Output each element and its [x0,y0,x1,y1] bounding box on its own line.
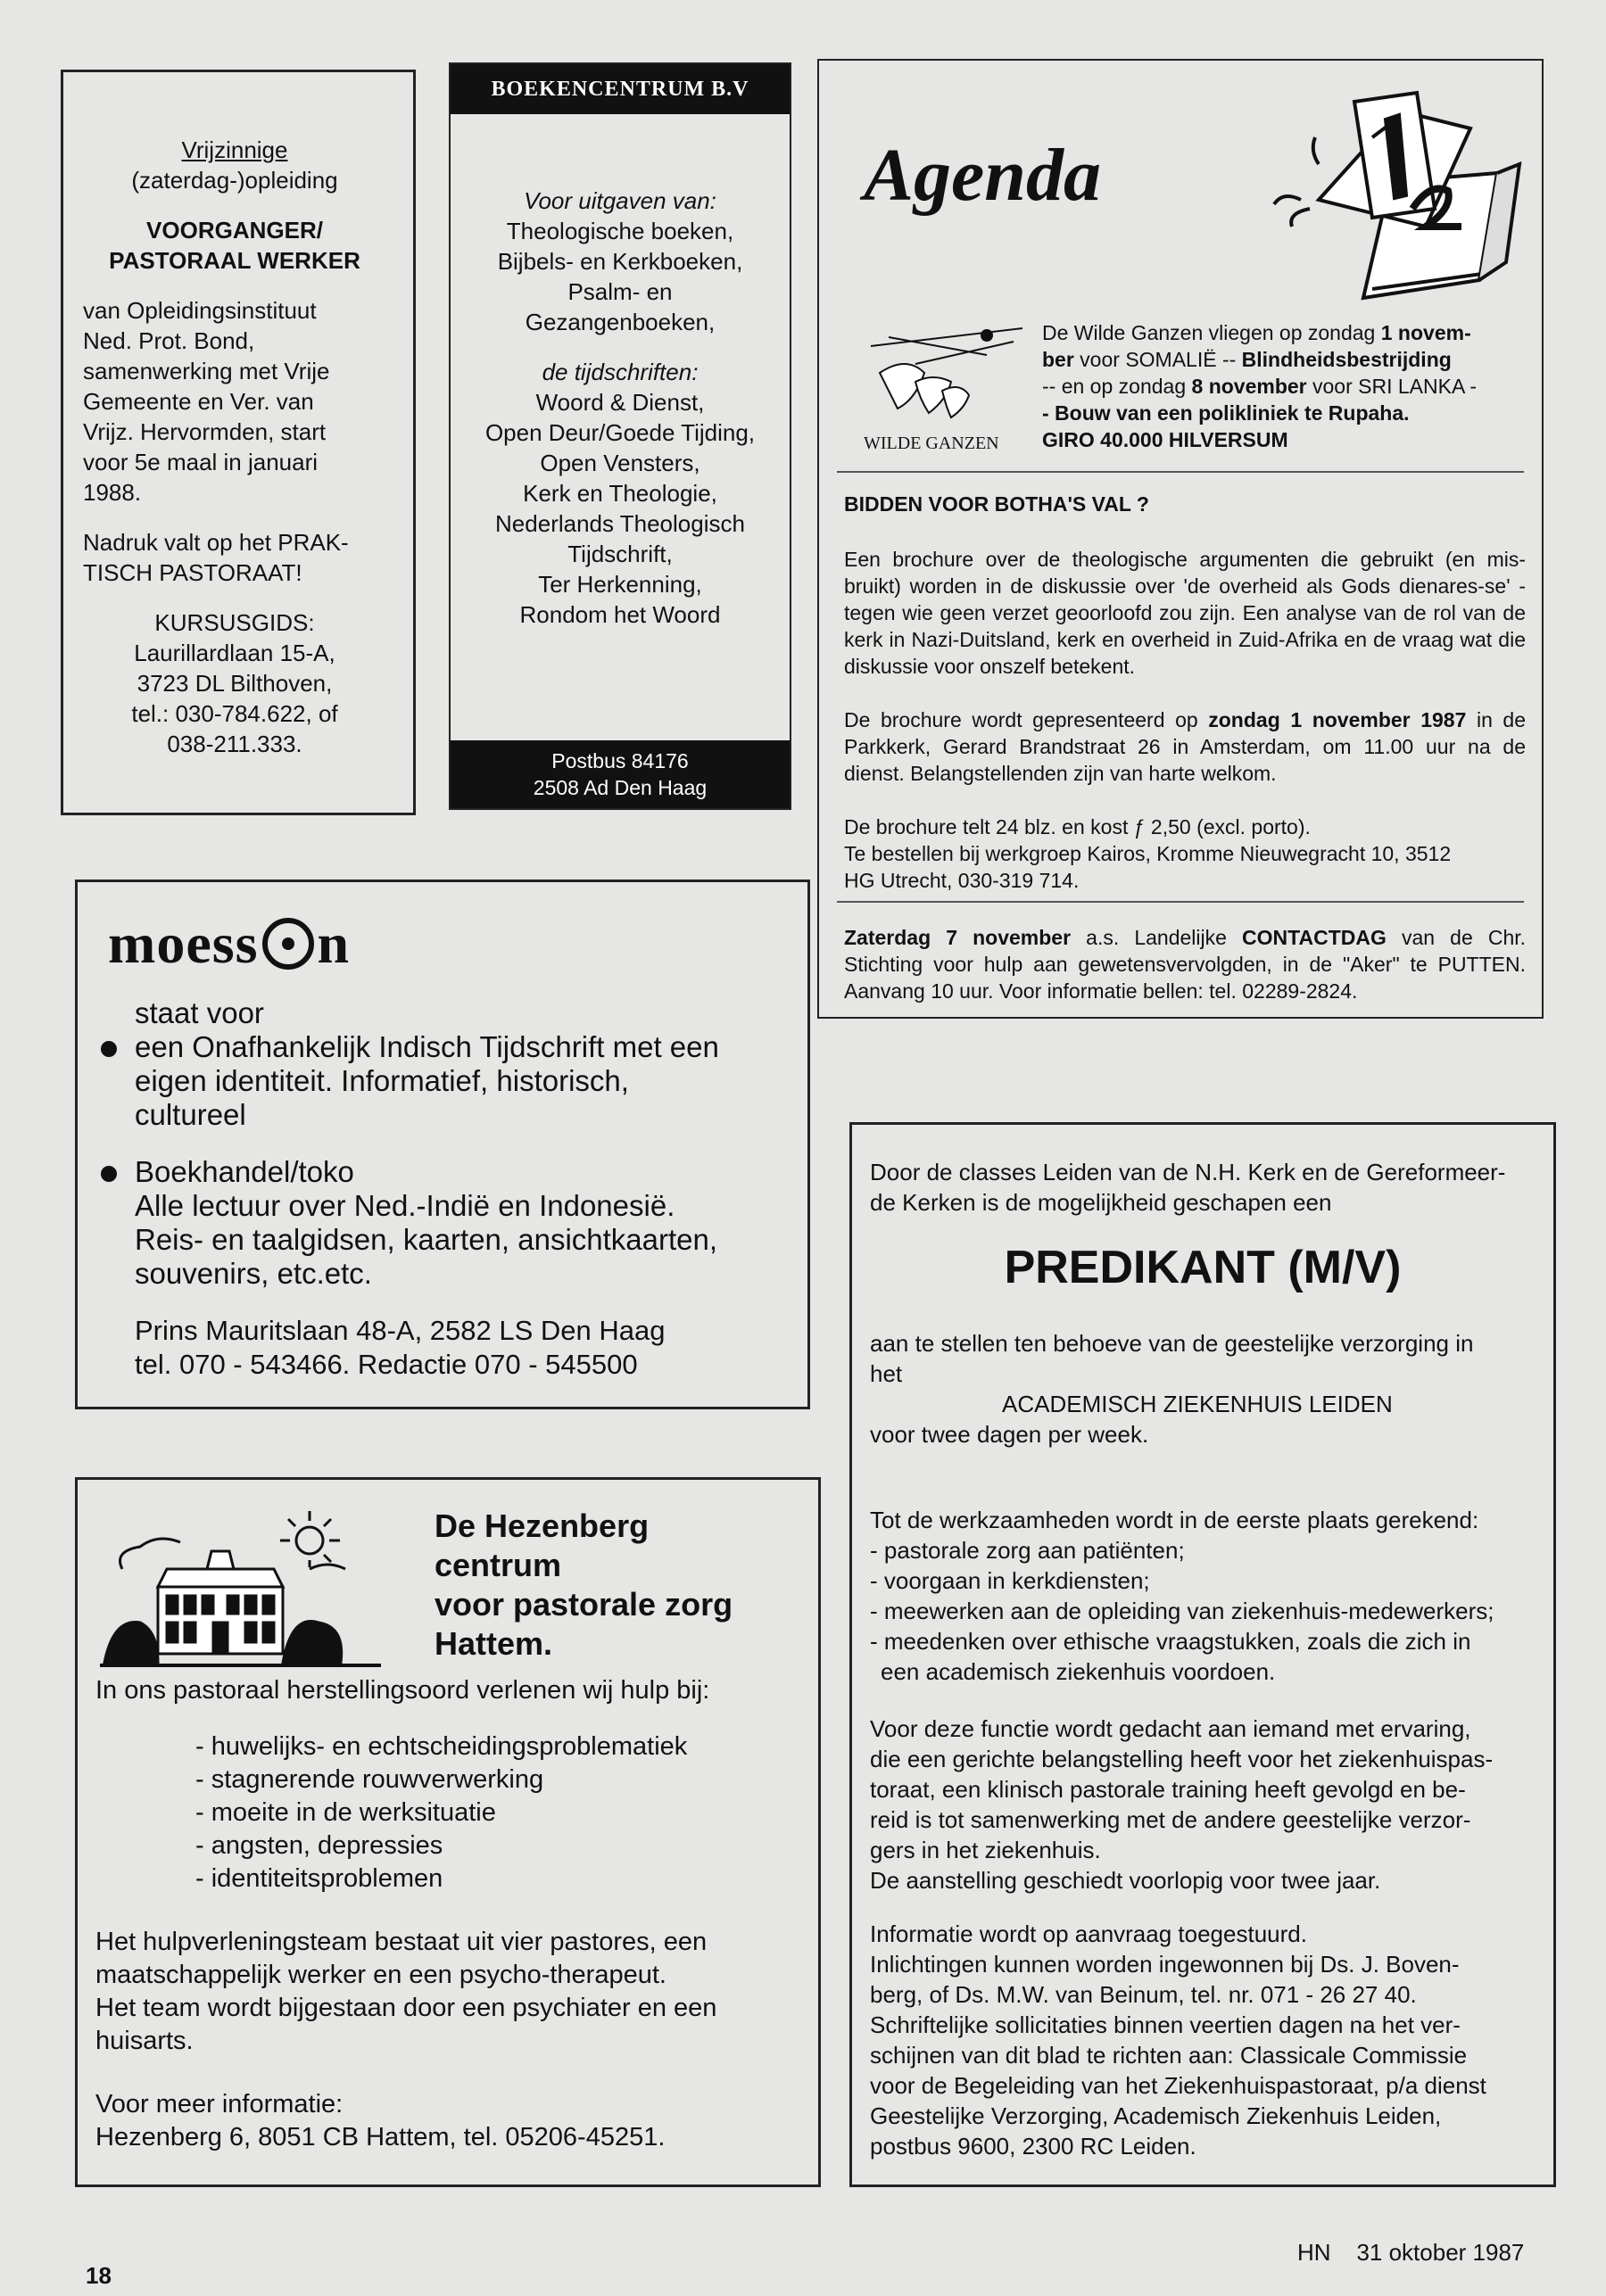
ad-line: Open Vensters, [540,450,700,476]
contact-line: Inlichtingen kunnen worden ingewonnen bij Ds. J. Boven- [870,1951,1460,1978]
intro-line: Door de classes Leiden van de N.H. Kerk en de Gereformeer- [870,1159,1506,1185]
agenda-line: GIRO 40.000 HILVERSUM [1042,428,1288,451]
logo-text: n [317,912,351,975]
ad-contact: tel.: 030-784.622, of [131,700,338,727]
contactdag-date: Zaterdag 7 november [844,926,1072,949]
bidden-paragraph [844,706,1526,787]
contact-line: Geestelijke Verzorging, Academisch Ziekenhuis Leiden, [870,2102,1442,2129]
moesson-o-icon [261,916,316,971]
info-line: Voor meer informatie: [95,2090,344,2118]
contact-line: berg, of Ds. M.W. van Beinum, tel. nr. 071 - 26 27 40. [870,1981,1417,2008]
wilde-ganzen-logo [853,319,1031,426]
contact-line: schijnen van dit blad te richten aan: Classicale Commissie [870,2042,1468,2069]
team-line: huisarts. [95,2027,194,2055]
bidden-order [844,814,1526,894]
body-line: voor twee dagen per week. [870,1421,1149,1448]
ad-footer-line: 2508 Ad Den Haag [533,776,708,799]
bidden-p2c: in de Parkkerk, Gerard Brandstraat 26 in Amsterdam, om 11.00 uur na de dienst. Belangstellenden zijn van harte welkom. [844,708,1527,785]
agenda-box [817,59,1544,1019]
list-item: - identiteitsproblemen [195,1864,443,1893]
ad-line: Theologische boeken, [506,218,734,244]
bidden-order-line: Te bestellen bij werkgroep Kairos, Kromme Nieuwegracht 10, 3512 [844,842,1452,865]
ad-body-line: voor 5e maal in januari [83,449,319,475]
address-line: Prins Mauritslaan 48-A, 2582 LS Den Haag [135,1315,666,1346]
ad-contact: Laurillardlaan 15-A, [134,640,335,666]
ad-line: Psalm- en [567,278,673,305]
ad-hezenberg [75,1477,821,2187]
divider [837,901,1524,903]
ad-contact: 038-211.333. [167,731,302,757]
list-line: een Onafhankelijk Indisch Tijdschrift met een [135,1030,719,1063]
bullet-icon [101,1166,117,1182]
ad-subheading: de tijdschriften: [542,359,699,385]
ad-body-line: samenwerking met Vrije [83,358,330,384]
task-item: - meedenken over ethische vraagstukken, zoals die zich in [870,1628,1471,1655]
list-item: - angsten, depressies [195,1831,443,1860]
team-line: Het team wordt bijgestaan door een psychiater en een [95,1994,717,2022]
ad-line: Open Deur/Goede Tijding, [484,419,756,446]
ad-title: VOORGANGER/ [146,217,323,244]
task-item: een academisch ziekenhuis voordoen. [881,1658,1276,1685]
profile-line: De aanstelling geschiedt voorlopig voor twee jaar. [870,1867,1381,1894]
ad-emphasis: Nadruk valt op het PRAK- [83,529,349,556]
agenda-line: ber voor SOMALIË -- Blindheidsbestrijding [1042,348,1452,371]
ad-line: Nederlands Theologisch [495,510,745,537]
bidden-title: BIDDEN VOOR BOTHA'S VAL ? [844,492,1149,516]
ad-header: BOEKENCENTRUM B.V [451,64,790,114]
body-line: het [870,1360,903,1387]
bidden-p2a: De brochure wordt gepresenteerd op [844,708,1198,731]
bidden-date: zondag 1 november 1987 [1208,708,1467,731]
ad-boekencentrum [449,62,791,810]
bidden-order-line: De brochure telt 24 blz. en kost ƒ 2,50 (excl. porto). [844,815,1311,838]
bidden-paragraph: Een brochure over de theologische argumenten die gebruikt (en mis-bruikt) worden in de diskussie over 'de overheid als Gods dienares-se' - tegen wie geen verzet geoorloofd zou zijn. Een analyse van de rol van de kerk in Nazi-Duitsland, kerk en overheid in Zuid-Afrika en de vraag wat die diskussie voor onszelf betekent. [844,548,1526,678]
predikant-headline: PREDIKANT (M/V) [1004,1242,1402,1293]
title-line: De Hezenberg [435,1507,650,1544]
list-item: - huwelijks- en echtscheidingsproblematiek [195,1732,688,1761]
wilde-ganzen-label: WILDE GANZEN [864,434,999,453]
ad-body-line: Ned. Prot. Bond, [83,327,255,354]
profile-line: die een gerichte belangstelling heeft voor het ziekenhuispas- [870,1746,1494,1772]
hospital-name: ACADEMISCH ZIEKENHUIS LEIDEN [1002,1391,1393,1417]
ad-line: Kerk en Theologie, [523,480,717,507]
intro-line: de Kerken is de mogelijkheid geschapen een [870,1189,1332,1216]
title-line: voor pastorale zorg [435,1586,733,1623]
ad-moesson [75,880,810,1409]
list-line: eigen identiteit. Informatief, historisch, [135,1064,629,1097]
team-line: maatschappelijk werker en een psycho-therapeut. [95,1961,666,1989]
house-illustration [95,1498,390,1676]
list-line: Alle lectuur over Ned.-Indië en Indonesië. [135,1189,675,1222]
team-line: Het hulpverleningsteam bestaat uit vier pastores, een [95,1928,708,1956]
title-line: Hattem. [435,1625,553,1662]
moesson-intro: staat voor [135,996,264,1029]
contactdag-text: van de Chr. Stichting voor hulp aan gewetensvervolgden, in de "Aker" te PUTTEN. Aanvang 10 uur. Voor informatie bellen: tel. 02289-2824. [844,926,1527,1003]
contactdag-text: a.s. Landelijke [1086,926,1227,949]
ad-footer [451,740,790,808]
contactdag-name: CONTACTDAG [1242,926,1387,949]
task-item: - meewerken aan de opleiding van ziekenhuis-medewerkers; [870,1598,1494,1624]
contact-line: Informatie wordt op aanvraag toegestuurd. [870,1920,1307,1947]
hezenberg-title [435,1507,733,1664]
profile-line: Voor deze functie wordt gedacht aan iemand met ervaring, [870,1715,1471,1742]
calendar-illustration [1265,75,1533,307]
logo-text: moess [108,912,259,975]
ad-emphasis: TISCH PASTORAAT! [83,559,302,586]
list-line: souvenirs, etc.etc. [135,1257,372,1290]
ad-body-line: van Opleidingsinstituut [83,297,317,324]
list-item [135,1155,781,1291]
ad-body-line: Gemeente en Ver. van [83,388,314,415]
contact-line: Schriftelijke sollicitaties binnen veertien dagen na het ver- [870,2011,1461,2038]
page-number: 18 [86,2262,112,2289]
list-item: - moeite in de werksituatie [195,1798,496,1827]
ad-line: Tijdschrift, [567,541,673,567]
list-item [135,1030,781,1132]
list-line: Reis- en taalgidsen, kaarten, ansichtkaarten, [135,1223,718,1256]
agenda-title: Agenda [864,134,1102,217]
profile-line: toraat, een klinisch pastorale training heeft gevolgd en be- [870,1776,1466,1803]
title-line: centrum [435,1547,562,1583]
ad-intro: Voor uitgaven van: [524,187,716,214]
ad-line: (zaterdag-)opleiding [131,167,338,194]
ad-line: Gezangenboeken, [525,309,716,335]
divider [837,471,1524,473]
ad-body-line: Vrijz. Hervormden, start [83,418,327,445]
ad-line: Bijbels- en Kerkboeken, [497,248,743,275]
contactdag-paragraph [844,924,1526,1004]
ad-title: PASTORAAL WERKER [109,247,360,274]
ad-line: Woord & Dienst, [535,389,705,416]
wilde-ganzen-text [1042,319,1524,453]
list-line: cultureel [135,1098,246,1131]
bullet-icon [101,1041,117,1057]
ad-line: Rondom het Woord [519,601,721,628]
hezenberg-intro: In ons pastoraal herstellingsoord verlenen wij hulp bij: [95,1676,710,1705]
contact-line: postbus 9600, 2300 RC Leiden. [870,2133,1196,2160]
ad-body-line: 1988. [83,479,142,506]
profile-line: reid is tot samenwerking met de andere geestelijke verzor- [870,1806,1471,1833]
agenda-line: - Bouw van een polikliniek te Rupaha. [1042,401,1410,425]
ad-contact: KURSUSGIDS: [154,609,315,636]
ad-footer-line: Postbus 84176 [551,749,689,772]
moesson-logo [108,911,350,977]
info-line: Hezenberg 6, 8051 CB Hattem, tel. 05206-45251. [95,2123,666,2151]
ad-contact: 3723 DL Bilthoven, [137,670,333,697]
task-item: - voorgaan in kerkdiensten; [870,1567,1150,1594]
ad-line: Ter Herkenning, [538,571,702,598]
tasks-intro: Tot de werkzaamheden wordt in de eerste plaats gerekend: [870,1507,1479,1533]
ad-line: Vrijzinnige [181,136,288,163]
body-line: aan te stellen ten behoeve van de geestelijke verzorging in [870,1330,1474,1357]
ad-predikant [849,1122,1556,2187]
contact-line: voor de Begeleiding van het Ziekenhuispastoraat, p/a dienst [870,2072,1486,2099]
address-line: tel. 070 - 543466. Redactie 070 - 545500 [135,1349,638,1380]
profile-line: gers in het ziekenhuis. [870,1837,1101,1863]
list-item: - stagnerende rouwverwerking [195,1765,544,1794]
ad-vrijzinnige-opleiding [61,70,416,815]
list-line: Boekhandel/toko [135,1155,354,1188]
page-footer: HN 31 oktober 1987 [1297,2239,1525,2266]
agenda-line: De Wilde Ganzen vliegen op zondag 1 novem- [1042,321,1471,344]
bidden-order-line: HG Utrecht, 030-319 714. [844,869,1080,892]
task-item: - pastorale zorg aan patiënten; [870,1537,1185,1564]
agenda-line: -- en op zondag 8 november voor SRI LANKA - [1042,375,1478,398]
